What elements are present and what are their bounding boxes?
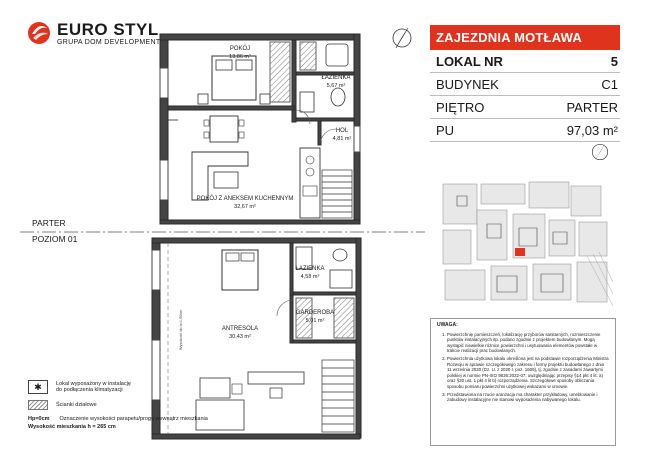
info-value: 5 — [610, 53, 618, 69]
apartment-info-panel — [430, 25, 620, 142]
room-label-lazienka-1: ŁAZIENKA — [321, 75, 351, 81]
room-area-antresola: 30,43 m² — [229, 334, 251, 340]
room-label-antresola: ANTRESOLA — [221, 326, 259, 332]
legend-walls — [28, 400, 208, 410]
room-area-hol: 4,81 m² — [332, 136, 352, 142]
note-item: 1. Powierzchnię pomieszczeń, lokalizację przyborów sanitarnych, rozmieszczenie punktów instalacyjnych itp. podano zgodnie z projektem budowlanym. Mogą wystąpić niewielkie różnice powierzchni i usytuowania elementów powstałe w trakcie realizacji prac budowlanych. — [447, 332, 609, 354]
notes-box — [430, 318, 616, 446]
room-label-pokoj: POKÓJ — [229, 46, 251, 52]
info-key: PU — [436, 122, 455, 138]
info-value: 97,03 m² — [566, 122, 618, 138]
info-row-pu — [430, 119, 620, 142]
wall-hatch-icon — [28, 400, 48, 410]
room-area-pokoj-aneks: 32,67 m² — [234, 204, 256, 210]
legend-ac-line-1: Lokal wyposażony w instalację — [56, 381, 131, 387]
room-label-garderoba: GARDEROBA — [295, 310, 335, 316]
ac-asterisk-icon: ✱ — [28, 380, 48, 394]
note-item: 2. Powierzchnia użytkowa lokalu określona jest na podstawie rozporządzenia Ministra Rozwoju w sprawie szczegółowego zakresu i formy projektu budowlanego z dnia 11 września 2020 (Dz. U. z 2020 r. poz. 1609), tj. zgodnie z zasadami zawartymi polskiej w normie PN-ISO 9836:2022-07, uwzględniając przepisy §14 pkt 4 lit. a) oraz §20 ust. 1 pkt 4 lit b) rozporządzenia. Szczegółowe sposoby obliczania sposobu pomiaru powierzchni użytkowej wskazano w umowie. — [447, 356, 609, 390]
project-name: ZAJEZDNIA MOTŁAWA — [430, 25, 620, 50]
site-apartment-marker — [515, 248, 525, 256]
notes-title: UWAGA: — [437, 322, 458, 328]
info-key: LOKAL NR — [436, 53, 503, 69]
room-area-pokoj: 13,86 m² — [229, 54, 251, 60]
height-note: Wysokość do h=1,90cm — [179, 309, 183, 350]
room-area-garderoba: 5,01 m² — [305, 318, 325, 324]
site-plan-map — [437, 176, 613, 308]
level-label-poziom-01: POZIOM 01 — [32, 234, 78, 244]
info-value: C1 — [601, 76, 618, 92]
info-key: PIĘTRO — [436, 99, 485, 115]
legend-hp — [28, 416, 208, 422]
legend — [28, 380, 208, 432]
legend-hp-key: Hp=0cm — [28, 416, 50, 422]
compass-north-icon — [388, 24, 416, 52]
site-compass-icon — [588, 140, 612, 164]
level-label-parter: PARTER — [32, 218, 66, 228]
room-label-lazienka-2: ŁAZIENKA — [295, 266, 325, 272]
info-key: BUDYNEK — [436, 76, 499, 92]
brand-subtitle: GRUPA DOM DEVELOPMENT — [57, 38, 161, 46]
note-item: 3. Przedstawiona na rzucie aranżacja ma charakter przykładowy, umeblowanie i zabudowy instalacyjne nie stanowi wyposażenia nabywanego lokalu. — [447, 392, 609, 403]
room-area-lazienka-1: 5,67 m² — [326, 83, 346, 89]
info-row-lokal — [430, 50, 620, 73]
room-label-hol: HOL — [335, 128, 349, 134]
room-label-pokoj-aneks: POKÓJ Z ANEKSEM KUCHENNYM — [196, 196, 294, 202]
brand-name: EURO STYL — [57, 19, 159, 39]
info-value: PARTER — [566, 99, 618, 115]
legend-hp-text: Oznaczenie wysokości parapetu/progu wewnątrz mieszkania — [59, 416, 208, 422]
legend-ac-line-2: do podłączenia klimatyzacji — [56, 387, 123, 393]
info-row-pietro — [430, 96, 620, 119]
legend-walls-label: Ścianki działowe — [56, 402, 97, 408]
legend-height: Wysokość mieszkania h = 265 cm — [28, 424, 116, 430]
legend-ac — [28, 380, 208, 394]
room-area-lazienka-2: 4,58 m² — [300, 274, 320, 280]
info-row-budynek — [430, 73, 620, 96]
